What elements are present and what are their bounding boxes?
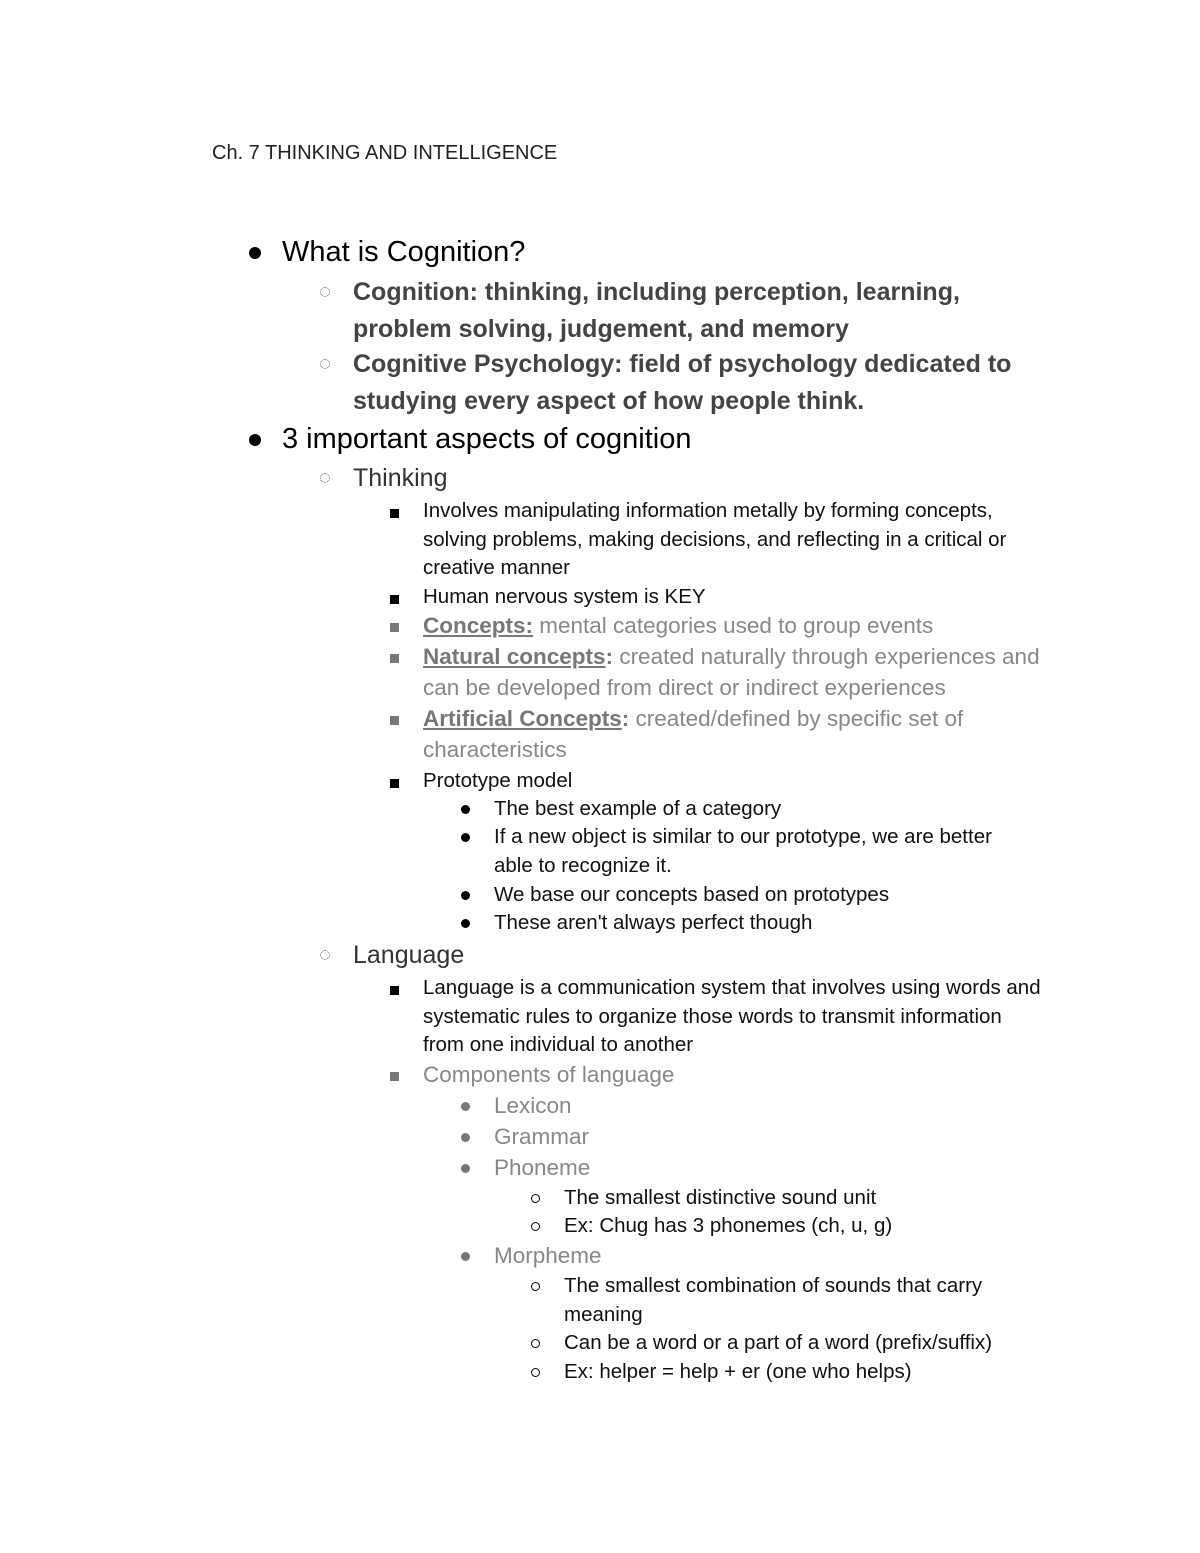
bullet-icon [461,1102,470,1111]
list-item [494,1090,1034,1121]
term-concepts: Concepts: [423,613,534,638]
bullet-icon [531,1368,540,1377]
list-item [494,1152,1034,1183]
bullet-icon [461,1164,470,1173]
note-text: Lexicon [494,1093,572,1118]
bullet-icon [531,1222,540,1231]
list-item [564,1212,1044,1241]
list-item [494,1121,1034,1152]
bullet-icon [461,919,470,928]
bullet-icon [320,359,330,369]
bullet-icon [531,1282,540,1291]
definition-text: Cognitive Psychology: field of psychology dedicated to studying every aspect of how people think. [353,350,1012,415]
note-text: If a new object is similar to our prototype, we are better able to recognize it. [494,825,992,877]
bullet-icon [461,805,470,814]
list-item [564,1272,1044,1329]
note-text: The best example of a category [494,797,782,820]
list-item [282,234,982,270]
section-heading: What is Cognition? [282,236,526,268]
bullet-icon [390,595,399,604]
bullet-icon [390,509,399,518]
bullet-icon [531,1339,540,1348]
note-text: Ex: helper = help + er (one who helps) [564,1360,912,1383]
definition-text: mental categories used to group events [533,613,934,638]
bullet-icon [461,891,470,900]
list-item [282,421,982,457]
bullet-icon [390,654,399,663]
definition-text: created naturally through experiences and can be developed from direct or indirect experiences [423,644,1040,700]
list-item [494,881,1034,910]
note-text: Components of language [423,1062,675,1087]
colon: : [605,644,614,669]
list-item [423,641,1043,703]
note-text: Language is a communication system that involves using words and systematic rules to organize those words to transmit information from one individual to another [423,976,1041,1056]
list-item [423,583,1043,612]
bullet-icon [390,1072,399,1081]
list-item [423,974,1043,1060]
note-text: Grammar [494,1124,589,1149]
term-artificial-concepts: Artificial Concepts [423,706,622,731]
bullet-icon [390,779,399,788]
list-item [494,795,1034,824]
list-item [353,346,1033,419]
list-item [353,460,1033,497]
note-text: Involves manipulating information metally by forming concepts, solving problems, making decisions, and reflecting in a critical or creative manner [423,499,1007,579]
bullet-icon [320,287,330,297]
list-item [353,274,1033,347]
term-natural-concepts: Natural concepts [423,644,606,669]
bullet-icon [390,623,399,632]
note-text: The smallest combination of sounds that carry meaning [564,1274,983,1326]
list-item [494,823,1034,880]
note-text [423,641,1043,703]
list-item [423,1059,1043,1090]
list-item [353,937,1033,974]
definition-text: Cognition: thinking, including perception, learning, problem solving, judgement, and memory [353,278,960,343]
subsection-heading: Thinking [353,464,448,492]
list-item [564,1329,1044,1358]
bullet-icon [461,1133,470,1142]
list-item [423,497,1043,583]
subsection-heading: Language [353,941,465,969]
bullet-icon [320,950,330,960]
list-item [423,767,1043,796]
bullet-icon [461,833,470,842]
bullet-icon [249,434,261,446]
note-text [423,610,1043,641]
note-text: The smallest distinctive sound unit [564,1186,877,1209]
note-text: Human nervous system is KEY [423,585,706,608]
note-text: Prototype model [423,769,573,792]
bullet-icon [249,247,261,259]
bullet-icon [461,1252,470,1261]
note-text: Morpheme [494,1243,602,1268]
list-item [494,1240,1034,1271]
note-text: These aren't always perfect though [494,911,813,934]
bullet-icon [390,716,399,725]
list-item [564,1184,1044,1213]
bullet-icon [531,1194,540,1203]
bullet-icon [390,986,399,995]
note-text: Can be a word or a part of a word (prefix/suffix) [564,1331,993,1354]
list-item [564,1358,1044,1387]
note-text: We base our concepts based on prototypes [494,883,890,906]
list-item [494,909,1034,938]
page-title: Ch. 7 THINKING AND INTELLIGENCE [212,142,558,164]
list-item [423,610,1043,641]
note-text: Ex: Chug has 3 phonemes (ch, u, g) [564,1214,893,1237]
list-item [423,703,1043,765]
colon: : [621,706,630,731]
definition-text: created/defined by specific set of characteristics [423,706,964,762]
note-text: Phoneme [494,1155,591,1180]
section-heading: 3 important aspects of cognition [282,423,692,455]
note-text [423,703,1043,765]
bullet-icon [320,473,330,483]
